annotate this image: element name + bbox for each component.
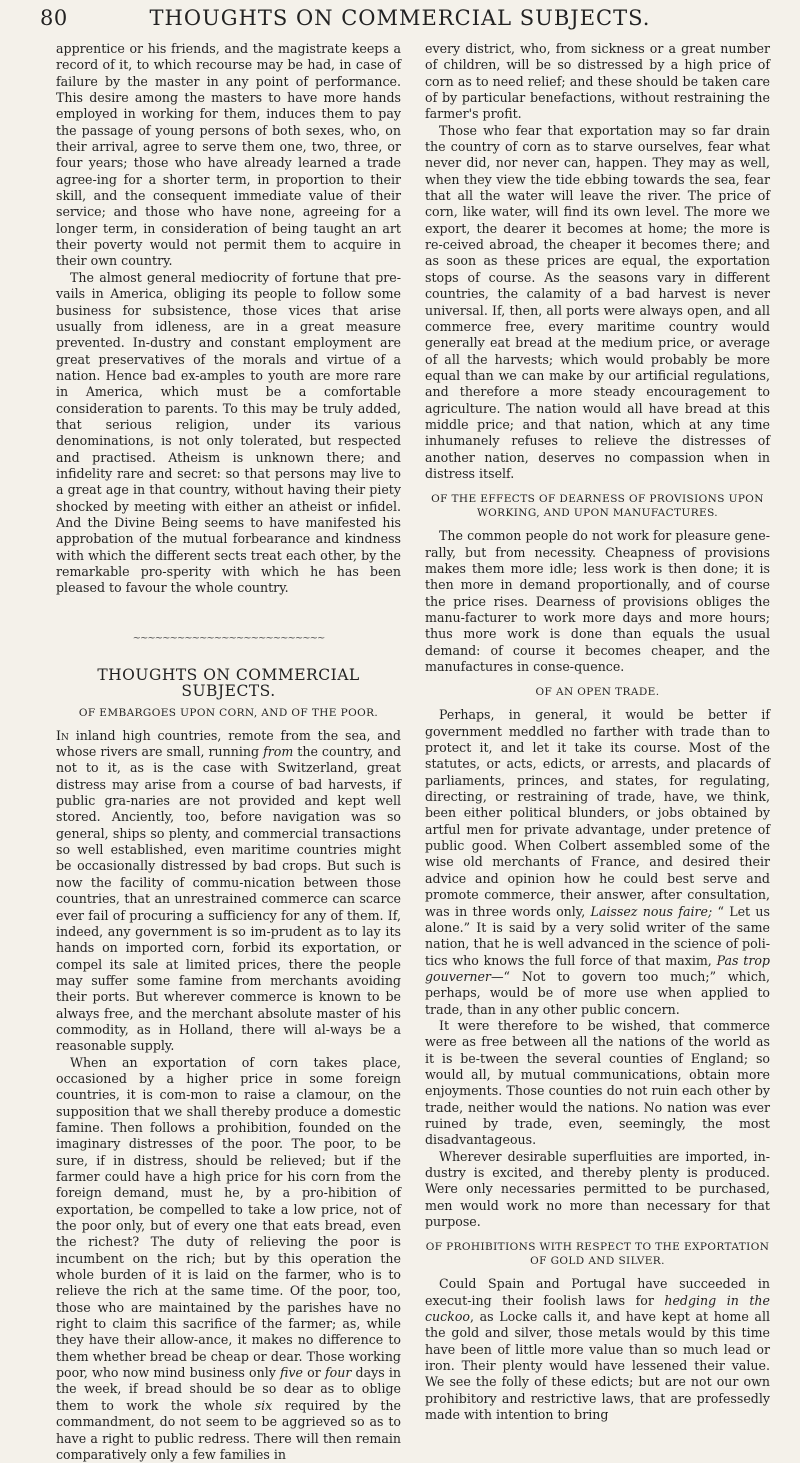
text-run: , as Locke calls it, and have kept at home all the gold and silver, those metals would by this time have been of little more value than so much lead or iron. Their plenty would have lessened their value. We see the folly of these edicts; but are not our own prohibitory and restrictive laws, that are professedly made with intention to bring: [425, 1309, 770, 1423]
italic-run: Laissez nous faire;: [590, 903, 713, 919]
paragraph: The common people do not work for pleasure gene-rally, but from necessity. Cheapness of provisions makes them more idle; less work is then done; it is then more in demand proportionally, and of course the price rises. Dearness of provisions obliges the manu-facturer to work more days and more hours; thus more work is done than equals the usual demand: of course it becomes cheaper, and the manufactures in conse-quence.: [425, 528, 770, 675]
text-run: —“ Not to govern too much;” which, perhaps, would be of more use when applied to trade, than in any other public concern.: [425, 968, 770, 1017]
paragraph: Wherever desirable superfluities are imported, in-dustry is excited, and thereby plenty is produced. Were only necessaries permitted to be purchased, men would work no more than necessary for that purpose.: [425, 1148, 770, 1230]
page-number: 80: [40, 6, 68, 30]
subsection-heading: OF EMBARGOES UPON CORN, AND OF THE POOR.: [78, 706, 379, 719]
paragraph: Those who fear that exportation may so far drain the country of corn as to starve ourselves, fear what never did, nor never can, happen. They may as well, when they view the tide ebbing towards the sea, fear that all the water will leave the river. The price of corn, like water, will find its own level. The more we export, the dearer it becomes at home; the more is re-ceived abroad, the cheaper it becomes there; and as soon as these prices are equal, the exportation stops of course. As the seasons vary in different countries, the calamity of a bad harvest is never universal. If, then, all ports were always open, and all commerce free, every maritime country would generally eat bread at the medium price, or average of all the harvests; which would probably be more equal than we can make by our artificial regulations, and therefore a more steady encouragement to agriculture. The nation would all have bread at this middle price; and that nation, which at any time inhumanely refuses to relieve the distresses of another nation, deserves no compassion when in distress itself.: [425, 122, 770, 481]
right-column: [425, 41, 770, 1423]
subsection-heading: OF PROHIBITIONS WITH RESPECT TO THE EXPORTATION OF GOLD AND SILVER.: [425, 1241, 770, 1268]
italic-run: five: [280, 1365, 303, 1381]
text-run: the country, and not to it, as is the case with Switzerland, great distress may arise from a course of bad harvests, if public gra-naries are not provided and kept well stored. Anciently, too, before navigation was so general, ships so plenty, and commercial transactions so well established, even maritime countries might be occasionally distressed by bad crops. But such is now the facility of commu-nication between those countries, that an unrestrained commerce can scarce ever fail of procuring a sufficiency for any of them. If, indeed, any government is so im-prudent as to lay its hands on imported corn, forbid its exportation, or compel its sale at limited prices, there the people may suffer some famine from merchants avoiding their ports. But wherever commerce is known to be always free, and the merchant absolute master of his commodity, as in Holland, there will al-ways be a reasonable supply.: [56, 744, 402, 1054]
paragraph: [56, 728, 401, 1055]
lead-word: In: [56, 727, 69, 743]
page-header: [0, 0, 800, 40]
paragraph: [56, 1055, 401, 1463]
paragraph: every district, who, from sickness or a great number of children, will be so distressed by a high price of corn as to need relief; and these should be taken care of by particular benefactions, without restraining the farmer's profit.: [425, 41, 770, 122]
paragraph: apprentice or his friends, and the magistrate keeps a record of it, to which recourse may be had, in case of failure by the master in any point of performance. This desire among the masters to have more hands employed in working for them, induces them to pay the passage of young persons of both sexes, who, on their arrival, agree to serve them one, two, three, or four years; those who have already learned a trade agree-ing for a shorter term, in proportion to their skill, and the consequent immediate value of their service; and those who have none, agreeing for a longer term, in consideration of being taught an art their poverty would not permit them to acquire in their own country.: [56, 41, 401, 269]
running-title: THOUGHTS ON COMMERCIAL SUBJECTS.: [149, 6, 651, 30]
paragraph: The almost general mediocrity of fortune that pre-vails in America, obliging its people to follow some business for subsistence, those vices that arise usually from idleness, are in a great measure prevented. In-dustry and constant employment are great preservatives of the morals and virtue of a nation. Hence bad ex-amples to youth are more rare in America, which must be a comfortable consideration to parents. To this may be truly added, that serious religion, under its various denominations, is not only tolerated, but respected and practised. Atheism is unknown there; and infidelity rare and secret: so that persons may live to a great age in that country, without having their piety shocked by meeting with either an atheist or infidel. And the Divine Being seems to have manifested his approbation of the mutual forbearance and kindness with which the different sects treat each other, by the remarkable pro-sperity with which he has been pleased to favour the whole country.: [56, 269, 401, 596]
ornamental-rule: ~~~~~~~~~~~~~~~~~~~~~~~~~~: [132, 632, 325, 644]
paragraph: [425, 1276, 770, 1423]
italic-run: four: [324, 1365, 352, 1381]
text-run: “ Let us alone.” It is said by a very solid writer of the same nation, that he is well advanced in the science of poli-tics who knows the full force of that maxim,: [425, 903, 770, 968]
subsection-heading: OF AN OPEN TRADE.: [535, 686, 660, 699]
paragraph: It were therefore to be wished, that commerce were as free between all the nations of the world as it is be-tween the several counties of England; so would all, by mutual communications, obtain more enjoyments. Those counties do not ruin each other by trade, neither would the nations. No nation was ever ruined by trade, even, seemingly, the most disadvantageous.: [425, 1017, 770, 1148]
italic-run: six: [254, 1397, 273, 1413]
left-column: [56, 41, 401, 1463]
text-run: Perhaps, in general, it would be better if government meddled no farther with trade than to protect it, and let it take its course. Most of the statutes, or acts, edicts, or arrests, and placards of parliaments, princes, and states, for regulating, directing, or restraining of trade, have, we think, been either political blunders, or jobs obtained by artful men for private advantage, under pretence of public good. When Colbert assembled some of the wise old merchants of France, and desired their advice and opinion how he could best serve and promote commerce, their answer, after consultation, was in three words only,: [425, 707, 770, 919]
section-title: THOUGHTS ON COMMERCIAL SUBJECTS.: [97, 666, 360, 701]
text-run: days in the week, if bread should be so dear as to oblige them to work the whole: [56, 1365, 401, 1413]
text-run: inland high countries, remote from the sea, and whose rivers are small, running: [56, 727, 401, 760]
italic-run: from: [263, 744, 294, 760]
text-run: required by the commandment, do not seem to be aggrieved so as to have a right to public redress. There will then remain comparatively only a few families in: [56, 1397, 401, 1462]
italic-run: hedging in the cuckoo: [425, 1292, 770, 1325]
paragraph: [425, 707, 770, 1018]
text-run: or: [303, 1365, 325, 1381]
text-run: Could Spain and Portugal have succeeded in execut-ing their foolish laws for: [425, 1276, 770, 1308]
subsection-heading: OF THE EFFECTS OF DEARNESS OF PROVISIONS UPON WORKING, AND UPON MANUFACTURES.: [431, 493, 764, 520]
text-run: When an exportation of corn takes place, occasioned by a higher price in some foreign countries, it is com-mon to raise a clamour, on the supposition that we shall thereby produce a domestic famine. Then follows a prohibition, founded on the imaginary distresses of the poor. The poor, to be sure, if in distress, should be relieved; but if the farmer could have a high price for his corn from the foreign demand, must he, by a pro-hibition of exportation, be compelled to take a low price, not of the poor only, but of every one that eats bread, even the richest? The duty of relieving the poor is incumbent on the rich; but by this operation the whole burden of it is laid on the farmer, who is to relieve the rich at the same time. Of the poor, too, those who are maintained by the parishes have no right to claim this sacrifice of the farmer; as, while they have their allow-ance, it makes no difference to them whether bread be cheap or dear. Those working poor, who now mind business only: [56, 1054, 401, 1381]
italic-run: Pas trop gouverner: [425, 952, 770, 984]
